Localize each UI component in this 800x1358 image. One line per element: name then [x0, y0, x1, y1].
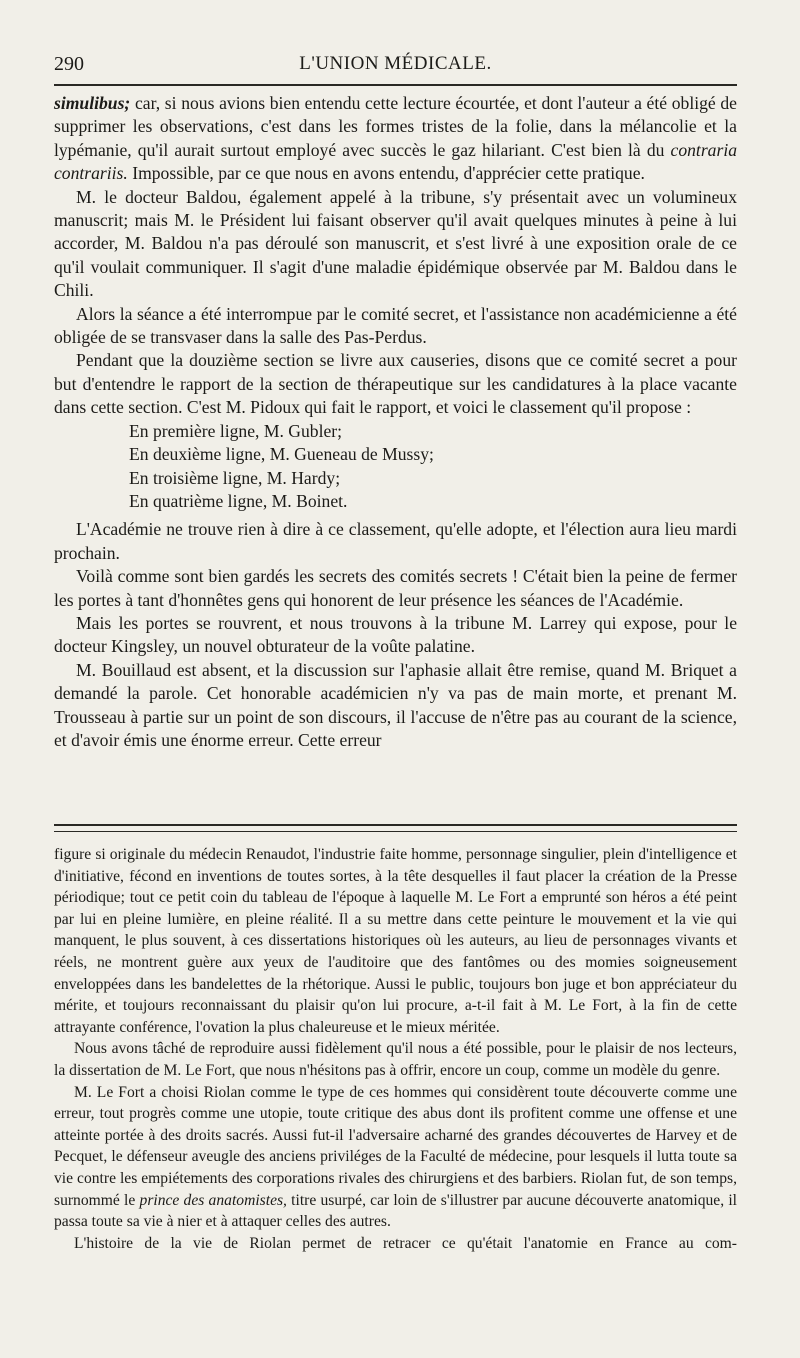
paragraph-text: Impossible, par ce que nous en avons entendu, d'apprécier cette pratique. [127, 163, 645, 184]
paragraph-baldou: M. le docteur Baldou, également appelé à la tribune, s'y présentait avec un volumineux manuscrit; mais M. le Président lui faisant observer qu'il avait quelques minutes à peine à lui accorder, M. Baldou n'a pas déroulé son manuscrit, et s'est livré à une exposition orale de ce qu'il voulait communiquer. Il s'agit d'une maladie épidémique observée par M. Baldou dans le Chili. [54, 186, 737, 301]
running-title: L'UNION MÉDICALE. [299, 53, 492, 74]
nominations-list [54, 420, 737, 514]
lead-italic: simulibus; [54, 93, 131, 113]
paragraph-comite-secret: Alors la séance a été interrompue par le comité secret, et l'assistance non académicienne a été obligée de se transvaser dans la salle des Pas-Perdus. [54, 303, 737, 348]
paragraph-text: titre usurpé, car loin de s'illustrer par aucune découverte anatomique, il passa toute sa vie à nier et à attaquer celles des autres. [54, 1191, 738, 1231]
paragraph-aphasie: M. Bouillaud est absent, et la discussion sur l'aphasie allait être remise, quand M. Briquet a demandé la parole. Cet honorable académicien n'y va pas de main morte, et prenant M. Trousseau à partie sur un point de son discours, il l'accuse de n'être pas au courant de la science, et d'avoir émis une énorme erreur. Cette erreur [54, 659, 737, 750]
page-number: 290 [54, 53, 84, 75]
feuilleton-paragraph-histoire: L'histoire de la vie de Riolan permet de retracer ce qu'était l'anatomie en France au com- [74, 1234, 737, 1252]
feuilleton-paragraph-reproduction: Nous avons tâché de reproduire aussi fidèlement qu'il nous a été possible, pour le plaisir de nos lecteurs, la dissertation de M. Le Fort, que nous n'hésitons pas à offrir, encore un coup, comme un modèle du genre. [54, 1040, 737, 1079]
page-header [54, 50, 737, 80]
nomination-item: En quatrième ligne, M. Boinet. [129, 490, 348, 511]
nomination-item: En troisième ligne, M. Hardy; [129, 467, 341, 488]
feuilleton-section [54, 844, 737, 1254]
paragraph-secrets: Voilà comme sont bien gardés les secrets des comités secrets ! C'était bien la peine de fermer les portes à tant d'honnêtes gens qui honorent de leur présence les séances de l'Académie. [54, 566, 737, 610]
paragraph-classement: Pendant que la douzième section se livre aux causeries, disons que ce comité secret a pour but d'entendre le rapport de la section de thérapeutique sur les candidatures à la place vacante dans cette section. C'est M. Pidoux qui fait le rapport, et voici le classement qu'il propose : [54, 350, 737, 418]
paragraph-text: car, si nous avions bien entendu cette lecture écourtée, et dont l'auteur a été obligé de supprimer les observations, c'est dans les formes tristes de la folie, dans la mélancolie et la lypémanie, qu'il aurait surtout employé avec succès le gaz hilariant. C'est bien là du [54, 93, 737, 160]
italic-phrase: prince des anatomistes, [139, 1191, 287, 1209]
paragraph-text: M. Le Fort a choisi Riolan comme le type de ces hommes qui considèrent toute découverte comme une erreur, tout progrès comme une utopie, toute critique des abus dont ils profitent comme une offense et une atteinte portée à des droits sacrés. Aussi fut-il l'adversaire acharné des grandes découvertes de Harvey et de Pecquet, le défenseur aveugle des anciens priviléges de la Faculté de médecine, pour lesquels il lutta toute sa vie contre les empiétements des corporations rivales des chirurgiens et des barbiers. Riolan fut, de son temps, surnommé le [54, 1083, 737, 1209]
main-article [54, 92, 737, 752]
paragraph-election: L'Académie ne trouve rien à dire à ce classement, qu'elle adopte, et l'élection aura lieu mardi prochain. [54, 519, 737, 563]
nomination-item: En deuxième ligne, M. Gueneau de Mussy; [129, 444, 434, 465]
feuilleton-paragraph-renaudot: figure si originale du médecin Renaudot, l'industrie faite homme, personnage singulier, plein d'intelligence et d'initiative, fécond en inventions de toutes sortes, à la tête desquelles il faut placer la création de la Presse périodique; tout ce petit coin du tableau de l'époque à laquelle M. Le Fort a emprunté son héros a été peint par lui en pleine lumière, en pleine réalité. Il a su mettre dans cette peinture le mouvement et la vie qui manquent, le plus souvent, à ces dissertations historiques où les auteurs, au lieu de personnages vivants et réels, ne montrent guère aux yeux de l'auditoire que des fantômes ou des momies soigneusement enveloppées dans les bandelettes de la rhétorique. Aussi le public, toujours bon juge et bon appréciateur du mérite, et toujours reconnaissant du plaisir qu'on lui procure, a-t-il fait à M. Le Fort, à la fin de cette attrayante conférence, l'ovation la plus chaleureuse et le mieux méritée. [54, 846, 737, 1036]
paragraph-hilariant [54, 92, 737, 186]
paragraph-larrey: Mais les portes se rouvrent, et nous trouvons à la tribune M. Larrey qui expose, pour le docteur Kingsley, un nouvel obturateur de la voûte palatine. [54, 612, 737, 657]
italic-phrase: contraria contrariis. [54, 139, 737, 184]
nomination-item: En première ligne, M. Gubler; [129, 420, 343, 441]
header-rule [54, 84, 737, 86]
feuilleton-paragraph-riolan [54, 1082, 737, 1233]
feuilleton-divider [54, 824, 737, 832]
